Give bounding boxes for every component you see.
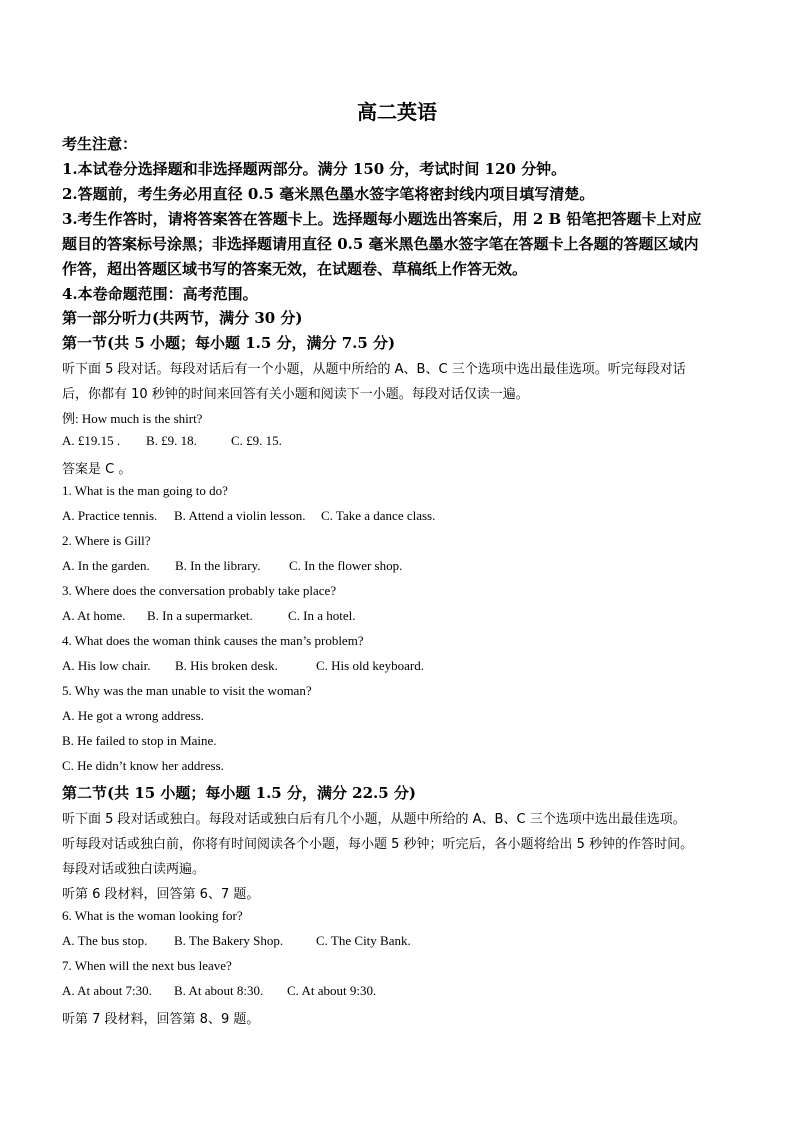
section2-heading: 第二节(共 15 小题；每小题 1.5 分，满分 22.5 分) [62, 784, 417, 802]
q7-option-a: A. At about 7:30. [62, 983, 152, 998]
example-options [62, 433, 282, 449]
notice-item-3-line-2: 题目的答案标号涂黑；非选择题请用直径 0.5 毫米黑色墨水签字笔在答题卡上各题的答题区域内 [62, 235, 699, 253]
section1-heading: 第一节(共 5 小题；每小题 1.5 分，满分 7.5 分) [62, 334, 396, 352]
question-7: 7. When will the next bus leave? [62, 958, 232, 973]
question-4-options [62, 658, 424, 674]
q2-option-c: C. In the flower shop. [289, 558, 403, 573]
notice-item-3-line-3: 作答，超出答题区域书写的答案无效，在试题卷、草稿纸上作答无效。 [62, 260, 528, 278]
example-option-b: B. £9. 18. [146, 433, 197, 448]
material-6-note: 听第 6 段材料，回答第 6、7 题。 [62, 887, 260, 902]
question-2-options [62, 558, 402, 574]
part1-heading: 第一部分听力(共两节，满分 30 分) [62, 309, 303, 327]
q4-option-b: B. His broken desk. [175, 658, 278, 673]
q2-option-b: B. In the library. [175, 558, 261, 573]
example-question: 例: How much is the shirt? [62, 411, 203, 426]
q5-option-a: A. He got a wrong address. [62, 708, 204, 723]
question-6: 6. What is the woman looking for? [62, 908, 243, 923]
question-1-options [62, 508, 435, 524]
q7-option-b: B. At about 8:30. [174, 983, 264, 998]
section2-instructions-line-2: 听每段对话或独白前，你将有时间阅读各个小题，每小题 5 秒钟；听完后，各小题将给出 5 秒钟的作答时间。 [62, 837, 694, 852]
section1-instructions-line-2: 后，你都有 10 秒钟的时间来回答有关小题和阅读下一小题。每段对话仅读一遍。 [62, 387, 529, 402]
q4-option-c: C. His old keyboard. [316, 658, 424, 673]
q6-option-b: B. The Bakery Shop. [174, 933, 284, 948]
example-option-c: C. £9. 15. [231, 433, 282, 448]
question-1: 1. What is the man going to do? [62, 483, 228, 498]
q3-option-a: A. At home. [62, 608, 126, 623]
page-title: 高二英语 [357, 100, 437, 124]
q6-option-c: C. The City Bank. [316, 933, 411, 948]
q6-option-a: A. The bus stop. [62, 933, 148, 948]
example-option-a: A. £19.15 . [62, 433, 121, 448]
notice-item-1: 1.本试卷分选择题和非选择题两部分。满分 150 分，考试时间 120 分钟。 [62, 160, 567, 178]
notice-item-2: 2.答题前，考生务必用直径 0.5 毫米黑色墨水签字笔将密封线内项目填写清楚。 [62, 185, 595, 203]
example-answer: 答案是 C 。 [62, 462, 132, 477]
q1-option-a: A. Practice tennis. [62, 508, 158, 523]
q3-option-c: C. In a hotel. [288, 608, 356, 623]
q3-option-b: B. In a supermarket. [147, 608, 253, 623]
q4-option-a: A. His low chair. [62, 658, 151, 673]
q1-option-b: B. Attend a violin lesson. [174, 508, 306, 523]
notice-heading: 考生注意： [62, 135, 138, 153]
section2-instructions-line-1: 听下面 5 段对话或独白。每段对话或独白后有几个小题，从题中所给的 A、B、C 三个选项中选出最佳选项。 [62, 812, 686, 827]
question-7-options [62, 983, 376, 999]
material-7-note: 听第 7 段材料，回答第 8、9 题。 [62, 1012, 260, 1027]
question-3: 3. Where does the conversation probably take place? [62, 583, 337, 598]
q5-option-b: B. He failed to stop in Maine. [62, 733, 217, 748]
question-3-options [62, 608, 356, 624]
question-4: 4. What does the woman think causes the man’s problem? [62, 633, 364, 648]
section1-instructions-line-1: 听下面 5 段对话。每段对话后有一个小题，从题中所给的 A、B、C 三个选项中选出最佳选项。听完每段对话 [62, 362, 686, 377]
notice-item-3-line-1: 3.考生作答时，请将答案答在答题卡上。选择题每小题选出答案后，用 2 B 铅笔把答题卡上对应 [62, 210, 702, 228]
question-5: 5. Why was the man unable to visit the woman? [62, 683, 312, 698]
q5-option-c: C. He didn’t know her address. [62, 758, 224, 773]
q1-option-c: C. Take a dance class. [321, 508, 436, 523]
q7-option-c: C. At about 9:30. [287, 983, 377, 998]
question-2: 2. Where is Gill? [62, 533, 151, 548]
notice-item-4: 4.本卷命题范围：高考范围。 [62, 285, 258, 303]
q2-option-a: A. In the garden. [62, 558, 150, 573]
section2-instructions-line-3: 每段对话或独白读两遍。 [62, 862, 206, 877]
question-6-options [62, 933, 411, 949]
